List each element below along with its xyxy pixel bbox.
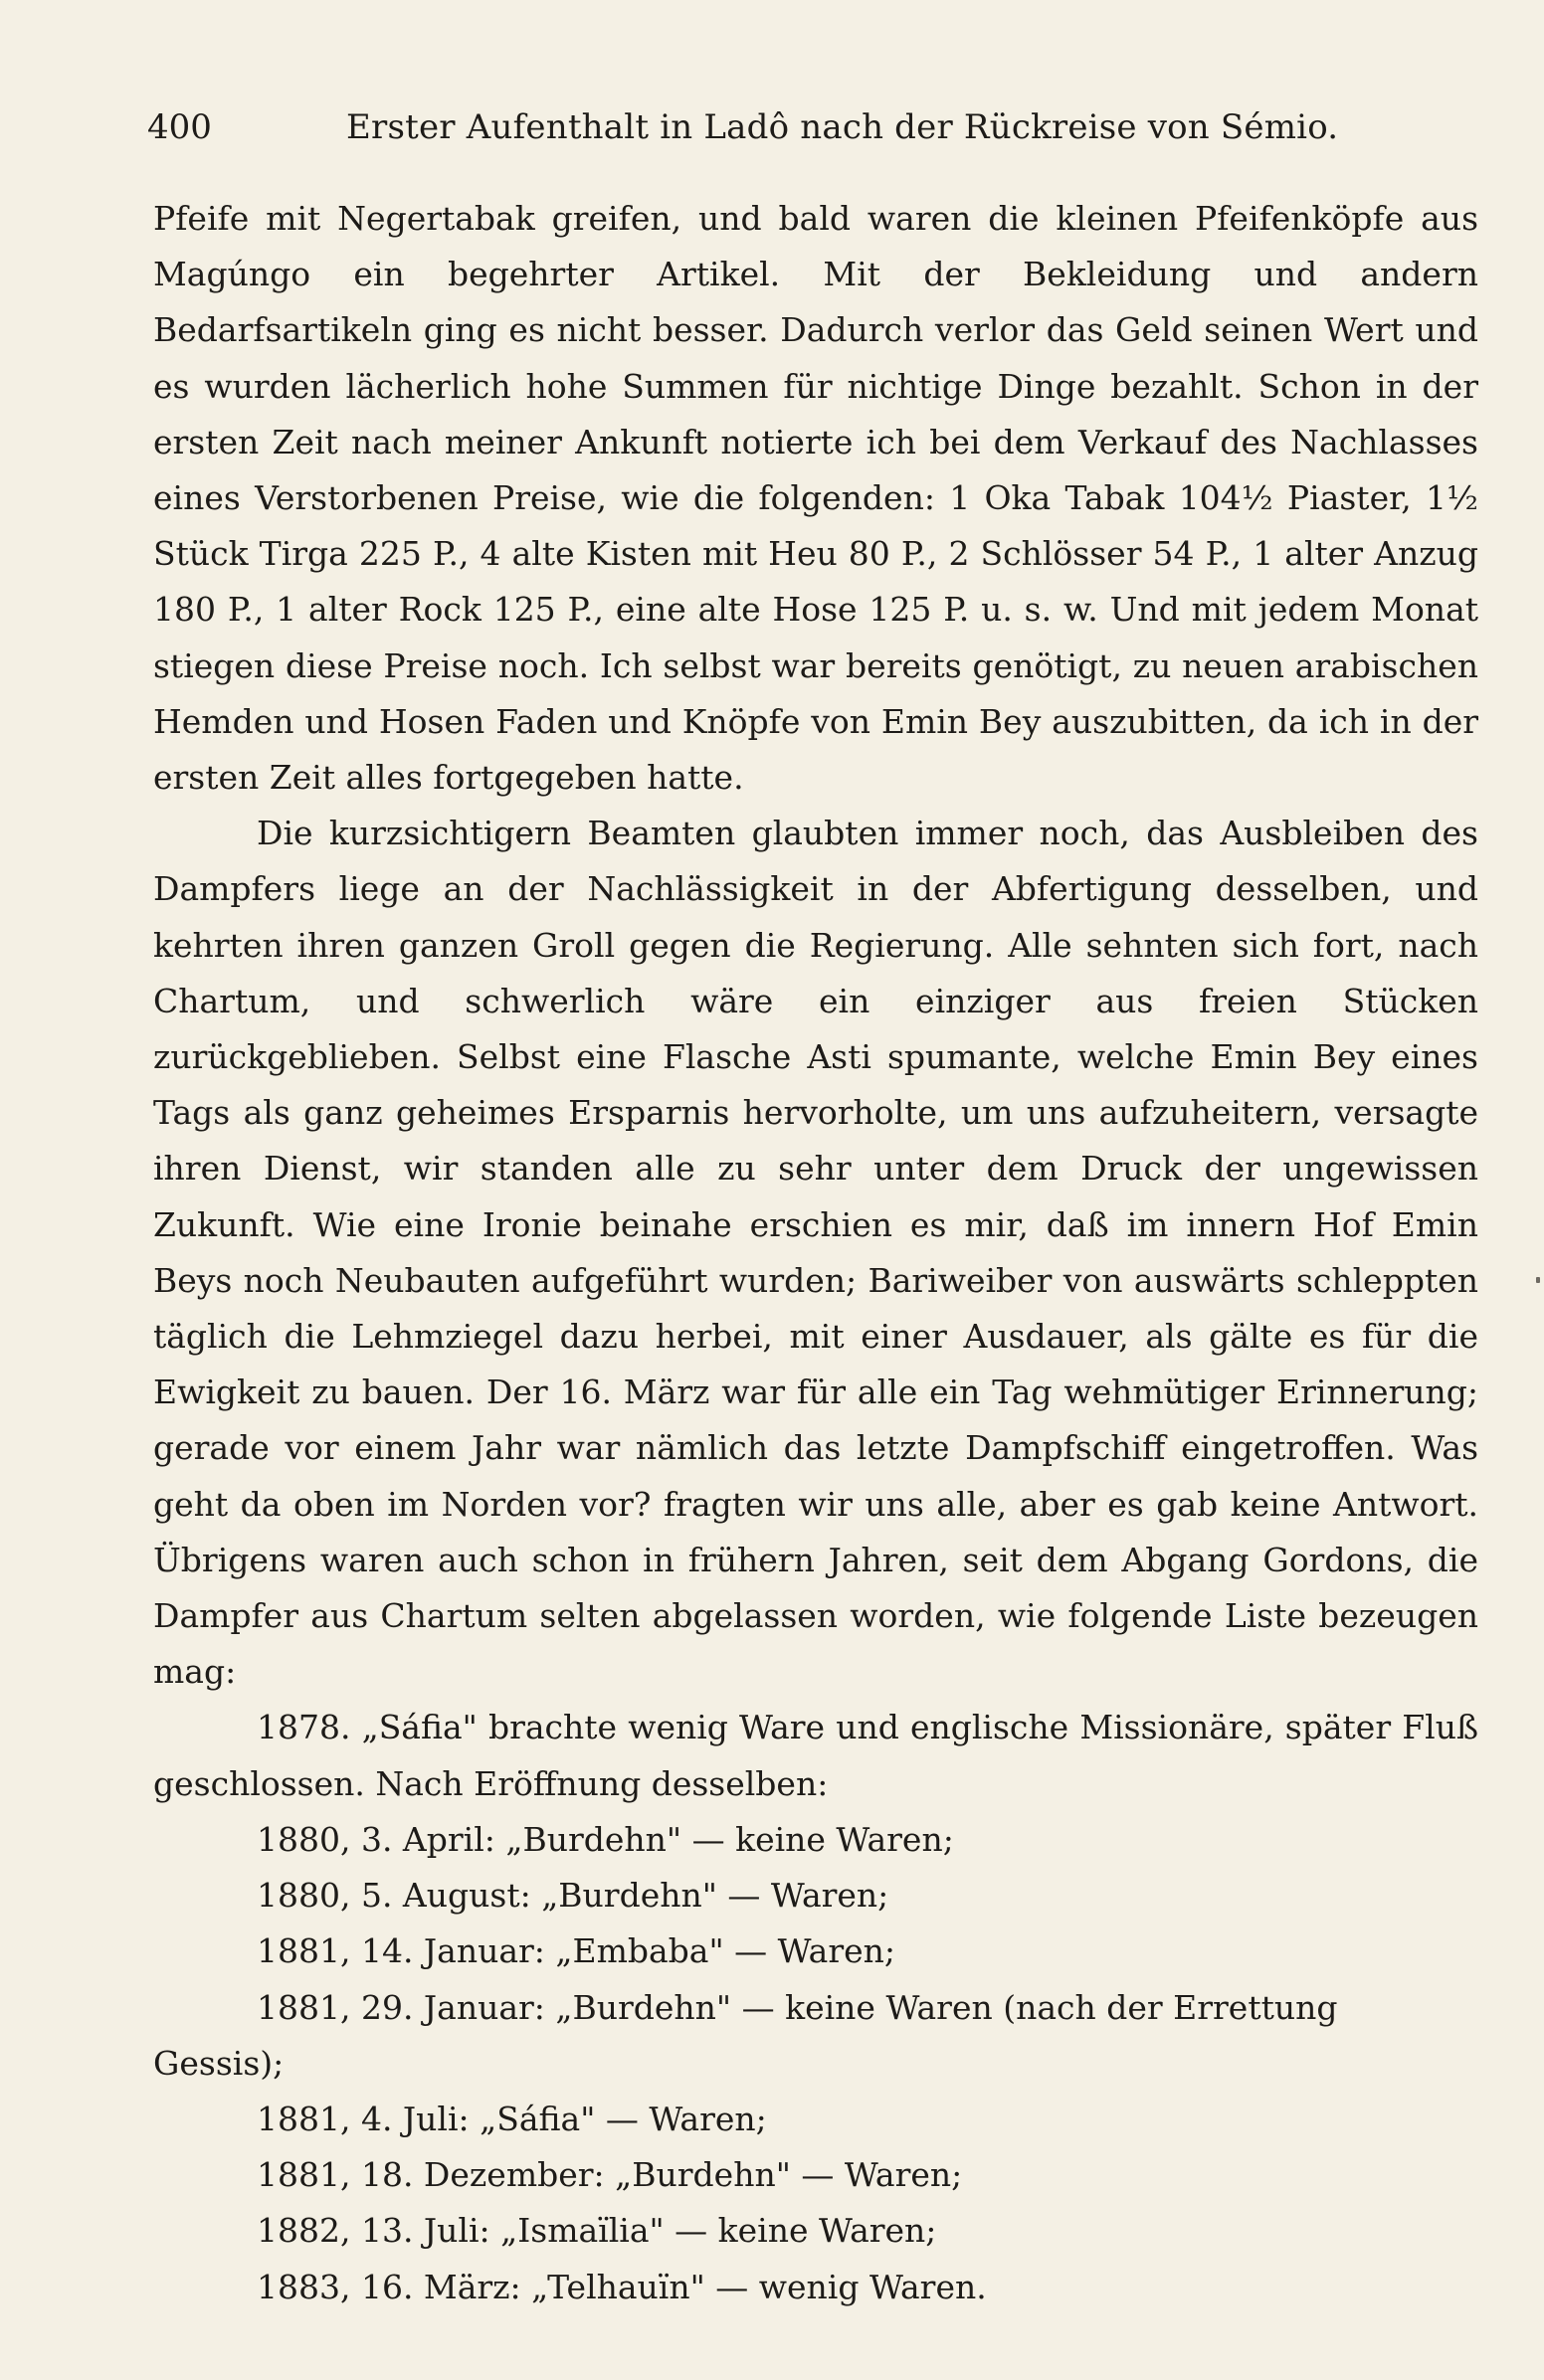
paragraph-1: Pfeife mit Negertabak greifen, und bald waren die kleinen Pfeifenköpfe aus Magúngo ein begehrter Artikel. Mit der Bekleidung und andern Bedarfsartikeln ging es nicht besser. Dadurch verlor das Geld seinen Wert und es wurden lächerlich hohe Summen für nichtige Dinge bezahlt. Schon in der ersten Zeit nach meiner Ankunft notierte ich bei dem Verkauf des Nachlasses eines Verstorbenen Preise, wie die folgenden: 1 Oka Tabak 104½ Piaster, 1½ Stück Tirga 225 P., 4 alte Kisten mit Heu 80 P., 2 Schlösser 54 P., 1 alter Anzug 180 P., 1 alter Rock 125 P., eine alte Hose 125 P. u. s. w. Und mit jedem Monat stiegen diese Preise noch. Ich selbst war bereits genötigt, zu neuen arabischen Hemden und Hosen Faden und Knöpfe von Emin Bey auszubitten, da ich in der ersten Zeit alles fortgegeben hatte. xyxy=(153,199,1478,798)
list-item: 1881, 18. Dezember: „Burdehn" — Waren; xyxy=(257,2155,963,2195)
steamer-list xyxy=(153,1812,1478,2315)
page-header xyxy=(147,101,1480,153)
list-item: 1880, 3. April: „Burdehn" — keine Waren; xyxy=(257,1819,954,1859)
page-body xyxy=(153,191,1478,2315)
margin-speck xyxy=(1536,1277,1540,1283)
list-item: 1881, 4. Juli: „Sáfia" — Waren; xyxy=(257,2099,767,2138)
list-item: 1881, 29. Januar: „Burdehn" — keine Waren (nach der Errettung Gessis); xyxy=(153,1987,1338,2083)
running-head: Erster Aufenthalt in Ladô nach der Rückreise von Sémio. xyxy=(346,107,1339,147)
paragraph-3: 1878. „Sáfia" brachte wenig Ware und englische Missionäre, später Fluß geschlossen. Nach Eröffnung desselben: xyxy=(153,1708,1478,1803)
list-item: 1883, 16. März: „Telhauïn" — wenig Waren. xyxy=(257,2267,987,2306)
list-item: 1882, 13. Juli: „Ismaïlia" — keine Waren; xyxy=(257,2211,937,2251)
page-number: 400 xyxy=(147,107,212,147)
list-item: 1881, 14. Januar: „Embaba" — Waren; xyxy=(257,1931,896,1971)
paragraph-2: Die kurzsichtigern Beamten glaubten immer noch, das Ausbleiben des Dampfers liege an der Nachlässigkeit in der Abfertigung desselben, und kehrten ihren ganzen Groll gegen die Regierung. Alle sehnten sich fort, nach Chartum, und schwerlich wäre ein einziger aus freien Stücken zurückgeblieben. Selbst eine Flasche Asti spumante, welche Emin Bey eines Tags als ganz geheimes Ersparnis hervorholte, um uns aufzuheitern, versagte ihren Dienst, wir standen alle zu sehr unter dem Druck der ungewissen Zukunft. Wie eine Ironie beinahe erschien es mir, daß im innern Hof Emin Beys noch Neubauten aufgeführt wurden; Bariweiber von auswärts schleppten täglich die Lehmziegel dazu herbei, mit einer Ausdauer, als gälte es für die Ewigkeit zu bauen. Der 16. März war für alle ein Tag wehmütiger Erinnerung; gerade vor einem Jahr war nämlich das letzte Dampfschiff eingetroffen. Was geht da oben im Norden vor? fragten wir uns alle, aber es gab keine Antwort. Übrigens waren auch schon in frühern Jahren, seit dem Abgang Gordons, die Dampfer aus Chartum selten abgelassen worden, wie folgende Liste bezeugen mag: xyxy=(153,814,1478,1692)
list-item: 1880, 5. August: „Burdehn" — Waren; xyxy=(257,1876,889,1916)
